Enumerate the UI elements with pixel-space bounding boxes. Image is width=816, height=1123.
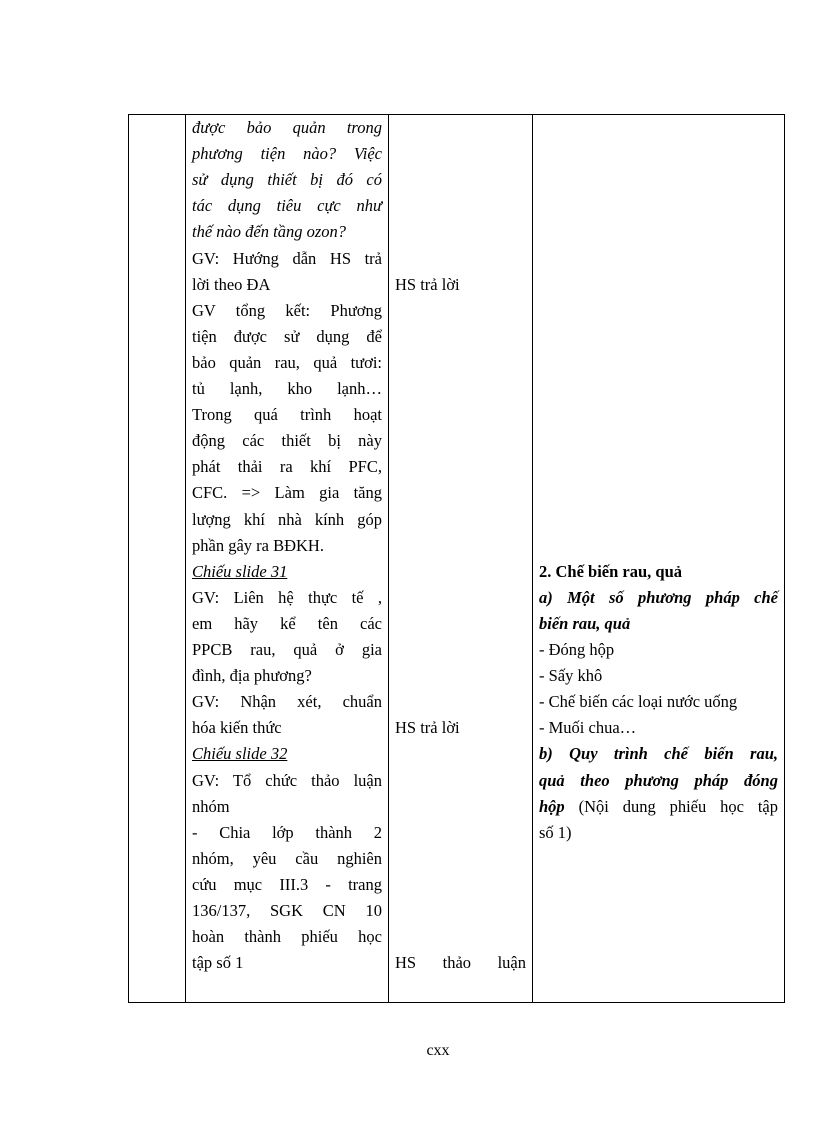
content-line: biến rau, quả — [539, 613, 631, 633]
teacher-activity-line: được bảo quản trong — [192, 118, 382, 137]
teacher-activity-line: tiện được sử dụng để — [192, 326, 382, 346]
teacher-activity-line: GV: Hướng dẫn HS trả — [192, 248, 382, 268]
teacher-activity-line: GV: Tổ chức thảo luận — [192, 770, 382, 790]
teacher-activity-line: em hãy kể tên các — [192, 613, 382, 633]
content-line: - Chế biến các loại nước uống — [539, 692, 738, 712]
content-line-segment: hộp — [539, 796, 565, 816]
teacher-activity-line: tác dụng tiêu cực như — [192, 196, 382, 216]
content-line: a) Một số phương pháp chế — [539, 587, 778, 607]
teacher-activity-line: cứu mục III.3 - trang — [192, 874, 382, 894]
teacher-activity-line: phần gây ra BĐKH. — [192, 535, 324, 555]
teacher-activity-line: Chiếu slide 31 — [192, 561, 288, 581]
teacher-activity-line: hóa kiến thức — [192, 718, 282, 738]
lesson-table — [128, 114, 785, 1003]
teacher-activity-line: nhóm, yêu cầu nghiên — [192, 848, 382, 868]
teacher-activity-line: tập số 1 — [192, 953, 244, 973]
content-line: - Muối chua… — [539, 718, 637, 738]
table-row — [129, 115, 785, 1003]
teacher-activity-line: lời theo ĐA — [192, 274, 271, 294]
content-line: - Sấy khô — [539, 666, 603, 686]
teacher-activity-line: PPCB rau, quả ở gia — [192, 640, 382, 659]
teacher-activity-line: Trong quá trình hoạt — [192, 405, 382, 425]
student-activity-line: HS trả lời — [395, 274, 460, 294]
content-line-segment: (Nội dung phiếu học tập — [564, 796, 778, 816]
teacher-activity-line: 136/137, SGK CN 10 — [192, 901, 382, 920]
content-line: b) Quy trình chế biến rau, — [539, 744, 778, 764]
teacher-activity-line: lượng khí nhà kính góp — [192, 509, 382, 529]
teacher-activity-line: nhóm — [192, 796, 230, 816]
content-line: 2. Chế biến rau, quả — [539, 561, 683, 581]
teacher-activity-line: động các thiết bị này — [192, 431, 382, 451]
teacher-activity-line: GV tổng kết: Phương — [192, 300, 382, 320]
teacher-activity-line: thế nào đến tầng ozon? — [192, 222, 346, 242]
teacher-activity-line: hoàn thành phiếu học — [192, 927, 382, 947]
teacher-activity-line: GV: Liên hệ thực tế , — [192, 587, 382, 607]
content-line: số 1) — [539, 822, 572, 842]
teacher-activity-cell — [186, 115, 389, 1003]
teacher-activity-line: đình, địa phương? — [192, 666, 312, 686]
teacher-activity-line: phương tiện nào? Việc — [192, 144, 382, 164]
student-activity-line: HS trả lời — [395, 718, 460, 738]
content-line: - Đóng hộp — [539, 640, 615, 659]
page-number: cxx — [426, 1042, 450, 1059]
column-1-cell — [129, 115, 186, 1003]
teacher-activity-line: CFC. => Làm gia tăng — [192, 483, 382, 503]
teacher-activity-line: bảo quản rau, quả tươi: — [192, 352, 382, 372]
content-line: quả theo phương pháp đóng — [539, 770, 778, 790]
content-cell — [533, 115, 785, 1003]
teacher-activity-line: sử dụng thiết bị đó có — [192, 170, 382, 190]
student-activity-cell — [389, 115, 533, 1003]
teacher-activity-line: tủ lạnh, kho lạnh… — [192, 379, 382, 398]
student-activity-line: HS thảo luận — [395, 953, 526, 973]
teacher-activity-line: phát thải ra khí PFC, — [192, 457, 382, 477]
teacher-activity-line: - Chia lớp thành 2 — [192, 822, 382, 842]
teacher-activity-line: GV: Nhận xét, chuẩn — [192, 692, 382, 712]
content-line — [539, 794, 778, 820]
teacher-activity-line: Chiếu slide 32 — [192, 744, 288, 764]
